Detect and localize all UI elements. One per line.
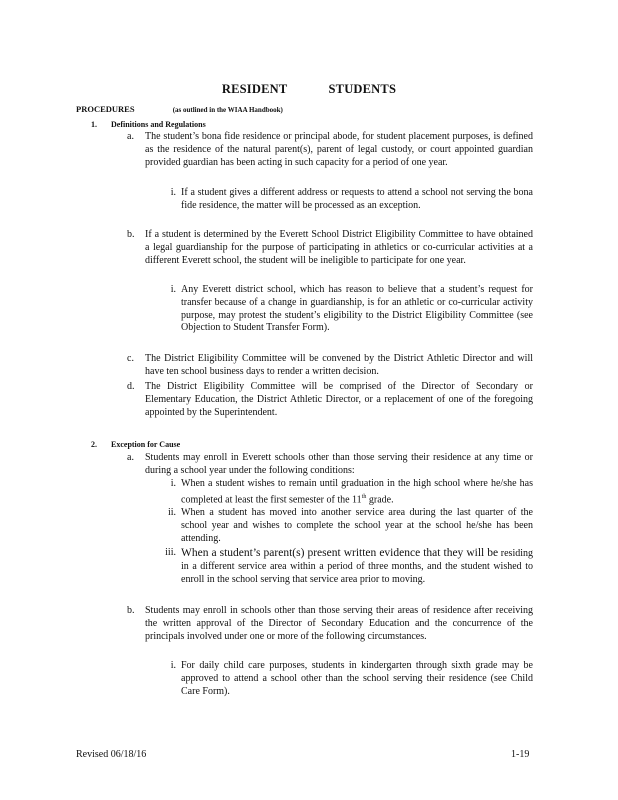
list-item [127,131,533,169]
page-number: 1-19 [511,749,530,760]
sub-item [170,478,533,507]
list-item [127,452,533,478]
sub-item [170,284,533,335]
item-label: b. [127,605,135,616]
sub-item-text: For daily child care purposes, students in kindergarten through sixth grade may be approved to attend a school other than the school serving their residence (see Child Care Form). [181,660,533,697]
section-number: 2. [91,440,97,449]
item-label: d. [127,381,135,392]
section-title: Exception for Cause [111,440,181,449]
section-heading-definitions [91,120,206,129]
sub-item-label: ii. [167,507,176,518]
sub-item-text: When a student wishes to remain until graduation in the high school where he/she has completed at least the first semester of the 11 [181,478,533,506]
item-label: c. [127,353,134,364]
procedures-note: (as outlined in the WIAA Handbook) [172,106,283,114]
sub-item-text-large: When a student’s parent(s) present written evidence that they will be [181,547,499,559]
sub-item [167,507,533,545]
section-number: 1. [91,120,97,129]
item-label: b. [127,229,135,240]
sub-item [170,660,533,698]
sub-item-label: i. [170,284,176,295]
section-title: Definitions and Regulations [111,120,206,129]
item-text: The District Eligibility Committee will be comprised of the Director of Secondary or Elementary Education, the District Athletic Director, or a replacement of one of the foregoing appointed by the Superintendent. [145,381,533,418]
sub-item-text: residing in a different service area within a period of three months, and the student wished to enroll in the school serving that service area prior to moving. [181,548,533,585]
page-title: RESIDENT STUDENTS [221,82,397,96]
item-text: The student’s bona fide residence or principal abode, for student placement purposes, is defined as the residence of the natural parent(s), parent of legal custody, or court appointed guardian provided guardian has been acting in such capacity for a period of one year. [145,131,533,168]
sub-item-label: iii. [165,547,176,558]
item-label: a. [127,452,134,463]
sub-item-text: When a student has moved into another service area during the last quarter of the school year and wishes to complete the school year at the school he/she has been attending. [181,507,533,544]
item-text: The District Eligibility Committee will be convened by the District Athletic Director and will have ten school business days to render a written decision. [145,353,533,377]
sub-item-text: Any Everett district school, which has reason to believe that a student’s request for transfer because of a change in guardianship, is for an athletic or co-curricular activity purpose, may protest the student’s eligibility to the District Eligibility Committee (see Objection to Student Transfer Form). [181,284,533,334]
item-text: If a student is determined by the Everett School District Eligibility Committee to have obtained a legal guardianship for the purpose of participating in athletics or co-curricular activities at a different Everett school, the student will be ineligible to participate for one year. [145,229,533,266]
section-heading-exception [91,440,180,449]
item-text: Students may enroll in Everett schools other than those serving their residence at any time or during a school year under the following conditions: [145,452,533,476]
sub-item-label: i. [170,187,176,198]
sub-item-text: If a student gives a different address or requests to attend a school not serving the bona fide residence, the matter will be processed as an exception. [181,187,533,211]
procedures-heading [76,104,283,114]
revised-date: Revised 06/18/16 [76,749,147,760]
list-item [127,381,533,419]
sub-item [170,187,533,213]
sub-item-label: i. [170,478,176,489]
list-item [127,353,533,379]
sub-item [165,547,533,586]
sub-item-text-end: grade. [366,494,394,506]
ordinal-superscript: th [361,493,367,500]
sub-item-label: i. [170,660,176,671]
list-item [127,229,533,267]
item-text: Students may enroll in schools other than those serving their areas of residence after receiving the written approval of the Director of Secondary Education and the concurrence of the principals involved under one or more of the following circumstances. [145,605,533,642]
list-item [127,605,533,643]
item-label: a. [127,131,134,142]
procedures-label: PROCEDURES [76,104,135,114]
